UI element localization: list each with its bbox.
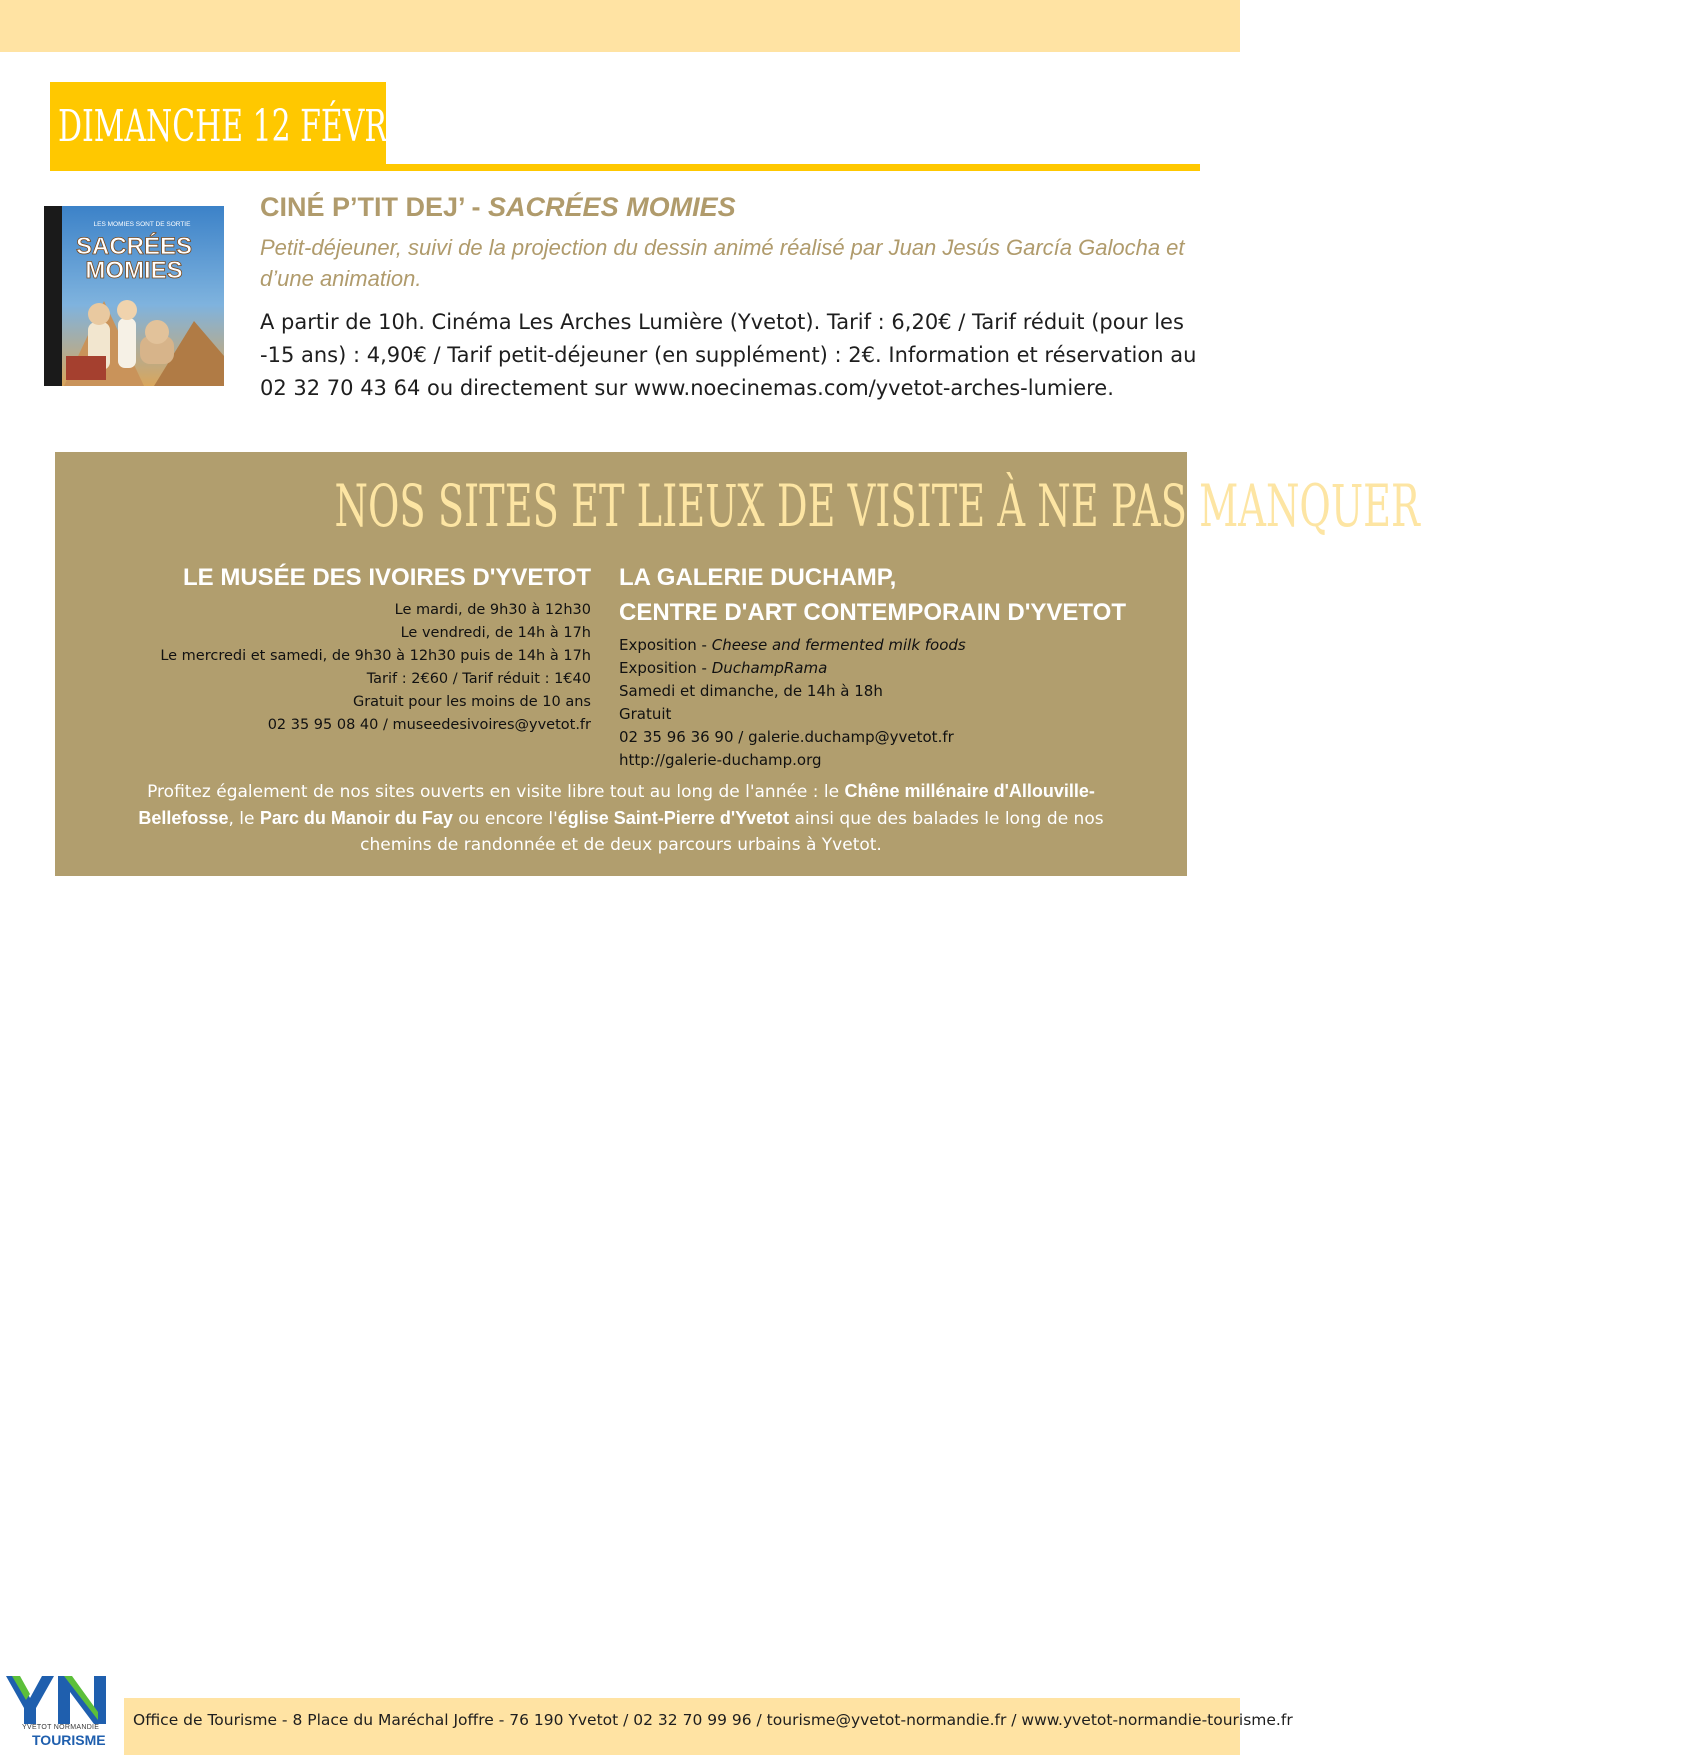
poster-title-line2: MOMIES xyxy=(85,257,183,284)
logo-subtitle: YVETOT NORMANDIE xyxy=(22,1724,100,1731)
event-film-title: SACRÉES MOMIES xyxy=(488,192,736,222)
event-title xyxy=(260,192,736,223)
top-decorative-band xyxy=(0,0,1240,52)
footer-contact-info: Office de Tourisme - 8 Place du Maréchal Joffre - 76 190 Yvetot / 02 32 70 99 96 / tourisme@yvetot-normandie.fr / www.yvetot-normandie-tourisme.fr xyxy=(133,1711,1293,1729)
museum-column xyxy=(115,560,591,737)
museum-info-line: Tarif : 2€60 / Tarif réduit : 1€40 xyxy=(366,671,591,687)
sites-panel-title: NOS SITES ET LIEUX DE VISITE À NE PAS MANQUER xyxy=(334,472,1420,540)
sites-footer-text: Profitez également de nos sites ouverts en visite libre tout au long de l'année : le Chêne millénaire d'Allouville-Bellefosse, le Parc du Manoir du Fay ou encore l'église Saint-Pierre d'Yvetot ainsi que des balades le long de nos chemins de randonnée et de deux parcours urbains à Yvetot. xyxy=(138,781,1104,855)
gallery-heading-line1: LA GALERIE DUCHAMP, xyxy=(619,564,897,591)
date-heading: DIMANCHE 12 FÉVRIER xyxy=(58,100,444,152)
gallery-website-link[interactable]: http://galerie-duchamp.org xyxy=(619,751,822,769)
poster-illustration xyxy=(44,206,224,386)
gallery-heading-line2: CENTRE D'ART CONTEMPORAIN D'YVETOT xyxy=(619,599,1126,626)
museum-info-line: Le mercredi et samedi, de 9h30 à 12h30 puis de 14h à 17h xyxy=(160,648,591,664)
museum-info-line: Le mardi, de 9h30 à 12h30 xyxy=(394,602,591,618)
museum-contact-line: 02 35 95 08 40 / museedesivoires@yvetot.fr xyxy=(267,717,591,733)
film-poster-image xyxy=(44,206,224,386)
event-subtitle: Petit-déjeuner, suivi de la projection du dessin animé réalisé par Juan Jesús García Galocha et d’une animation. xyxy=(260,235,1185,291)
poster-tagline: LES MOMIES SONT DE SORTIE xyxy=(93,221,191,228)
event-details: A partir de 10h. Cinéma Les Arches Lumière (Yvetot). Tarif : 6,20€ / Tarif réduit (pour les -15 ans) : 4,90€ / Tarif petit-déjeuner (en supplément) : 2€. Information et réservation au 02 32 70 43 64 ou directement sur www.noecinemas.com/yvetot-arches-lumiere. xyxy=(260,310,1197,400)
tourism-logo xyxy=(0,1672,124,1755)
poster-title-line1: SACRÉES xyxy=(75,233,193,260)
museum-heading: LE MUSÉE DES IVOIRES D'YVETOT xyxy=(182,564,591,591)
gallery-info-line: Gratuit xyxy=(619,705,672,723)
date-banner xyxy=(50,82,444,170)
museum-info-line: Le vendredi, de 14h à 17h xyxy=(400,625,591,641)
event-title-prefix: CINÉ P’TIT DEJ’ - xyxy=(260,192,489,222)
gallery-info-line: Samedi et dimanche, de 14h à 18h xyxy=(619,682,883,700)
gallery-exhibition-1: Exposition - Cheese and fermented milk foods xyxy=(619,636,966,654)
gallery-contact-line: 02 35 96 36 90 / galerie.duchamp@yvetot.fr xyxy=(619,728,954,746)
gallery-exhibition-2: Exposition - DuchampRama xyxy=(619,659,828,677)
sites-panel xyxy=(55,452,1420,876)
gallery-column xyxy=(619,560,1159,772)
logo-wordmark: TOURISME xyxy=(32,1732,106,1748)
poster-left-shadow xyxy=(44,206,62,386)
museum-info-line: Gratuit pour les moins de 10 ans xyxy=(352,694,591,710)
date-underline-rule xyxy=(50,164,1200,171)
yn-logo-icon xyxy=(2,1672,122,1728)
